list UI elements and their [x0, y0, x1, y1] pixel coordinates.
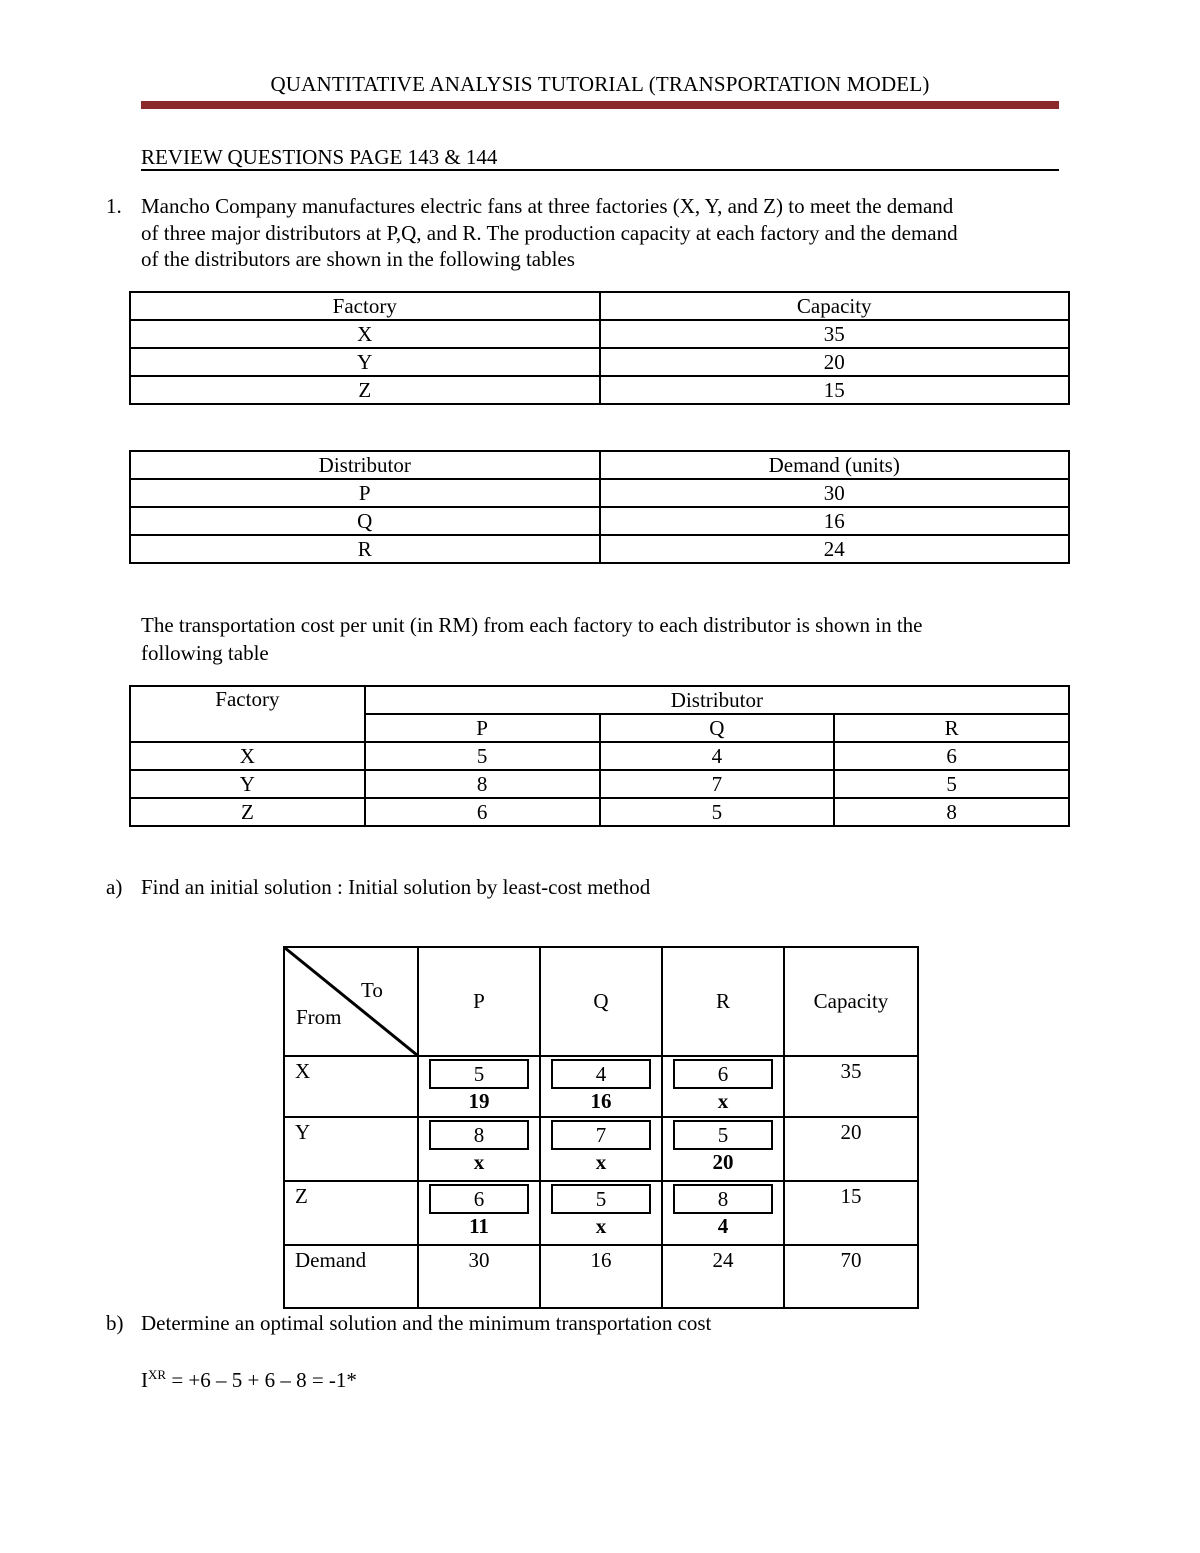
route-cell	[540, 1056, 662, 1117]
route-cell	[540, 1181, 662, 1245]
route-cell	[418, 1117, 540, 1181]
route-cell	[662, 1181, 784, 1245]
question-text	[141, 193, 1071, 273]
table-row	[130, 507, 1069, 535]
cost-box: 5	[673, 1120, 773, 1150]
capacity-cell: 15	[784, 1181, 918, 1245]
table-header-row	[130, 451, 1069, 479]
allocation: 20	[712, 1150, 734, 1174]
question-line: of three major distributors at P,Q, and R. The production capacity at each factory and the demand	[141, 220, 958, 245]
table-cell: 35	[600, 320, 1070, 348]
table-cell: P	[130, 479, 600, 507]
table-row	[130, 798, 1069, 826]
table-cell: 5	[834, 770, 1069, 798]
cost-intro-line: The transportation cost per unit (in RM) from each factory to each distributor is shown in the	[141, 613, 923, 637]
diagonal-line	[285, 948, 417, 1055]
factory-header: Factory	[130, 686, 365, 742]
table-row	[130, 376, 1069, 404]
table-cell: X	[130, 742, 365, 770]
demand-cell: 24	[662, 1245, 784, 1308]
capacity-table	[129, 291, 1070, 405]
title-rule	[141, 101, 1059, 109]
table-header-row	[130, 686, 1069, 714]
demand-table	[129, 450, 1070, 564]
distributor-header: Distributor	[365, 686, 1069, 714]
allocation: 16	[590, 1089, 612, 1113]
table-row	[130, 348, 1069, 376]
table-row	[130, 770, 1069, 798]
review-rule	[141, 169, 1059, 171]
route-cell	[418, 1181, 540, 1245]
column-header: Q	[540, 947, 662, 1056]
part-b-label: b)	[106, 1311, 124, 1335]
allocation: 11	[469, 1214, 489, 1238]
column-header: Factory	[130, 292, 600, 320]
column-header: R	[662, 947, 784, 1056]
table-cell: 16	[600, 507, 1070, 535]
allocation: 4	[717, 1214, 729, 1238]
table-cell: Y	[130, 770, 365, 798]
table-row	[130, 535, 1069, 563]
part-a-text: Find an initial solution : Initial solution by least-cost method	[141, 875, 651, 899]
column-header: R	[834, 714, 1069, 742]
allocation: x	[595, 1214, 607, 1238]
route-cell	[540, 1117, 662, 1181]
allocation: x	[595, 1150, 607, 1174]
table-cell: 4	[600, 742, 835, 770]
cost-box: 6	[673, 1059, 773, 1089]
improvement-index-formula	[141, 1367, 357, 1393]
table-cell: 5	[365, 742, 600, 770]
formula-superscript: XR	[148, 1367, 167, 1382]
capacity-cell: 20	[784, 1117, 918, 1181]
cost-box: 7	[551, 1120, 651, 1150]
table-cell: 5	[600, 798, 835, 826]
column-header: Distributor	[130, 451, 600, 479]
page-title: QUANTITATIVE ANALYSIS TUTORIAL (TRANSPORTATION MODEL)	[270, 72, 930, 96]
question-number: 1.	[106, 194, 122, 218]
allocation: x	[717, 1089, 729, 1113]
part-b-text: Determine an optimal solution and the minimum transportation cost	[141, 1311, 712, 1335]
column-header: Capacity	[600, 292, 1070, 320]
table-cell: 20	[600, 348, 1070, 376]
table-cell: 15	[600, 376, 1070, 404]
review-heading: REVIEW QUESTIONS PAGE 143 & 144	[141, 145, 498, 169]
cost-box: 4	[551, 1059, 651, 1089]
route-cell	[662, 1117, 784, 1181]
cost-intro-line: following table	[141, 640, 269, 665]
demand-label: Demand	[284, 1245, 418, 1308]
table-cell: Z	[130, 376, 600, 404]
cost-box: 8	[673, 1184, 773, 1214]
part-a-label: a)	[106, 875, 123, 899]
question-line: of the distributors are shown in the following tables	[141, 247, 575, 271]
demand-cell: 16	[540, 1245, 662, 1308]
allocation: 19	[468, 1089, 490, 1113]
cost-box: 5	[429, 1059, 529, 1089]
table-cell: 6	[365, 798, 600, 826]
column-header: P	[418, 947, 540, 1056]
table-cell: 7	[600, 770, 835, 798]
allocation: x	[473, 1150, 485, 1174]
cost-table	[129, 685, 1070, 827]
table-row	[130, 320, 1069, 348]
table-cell: Z	[130, 798, 365, 826]
question-line: Mancho Company manufactures electric fans at three factories (X, Y, and Z) to meet the demand	[141, 194, 954, 218]
table-row	[130, 479, 1069, 507]
column-header: Q	[600, 714, 835, 742]
cost-intro	[141, 612, 1071, 666]
tableau-header-row	[284, 947, 918, 1056]
table-row	[130, 742, 1069, 770]
route-cell	[662, 1056, 784, 1117]
capacity-cell: 35	[784, 1056, 918, 1117]
table-cell: X	[130, 320, 600, 348]
to-label: To	[361, 978, 383, 1002]
cost-box: 5	[551, 1184, 651, 1214]
route-cell	[418, 1056, 540, 1117]
table-cell: 24	[600, 535, 1070, 563]
table-cell: Q	[130, 507, 600, 535]
from-label: From	[296, 1005, 342, 1029]
corner-cell	[284, 947, 418, 1056]
tableau-row	[284, 1056, 918, 1117]
table-cell: 30	[600, 479, 1070, 507]
total-cell: 70	[784, 1245, 918, 1308]
column-header: Demand (units)	[600, 451, 1070, 479]
table-cell: Y	[130, 348, 600, 376]
tableau-row	[284, 1117, 918, 1181]
cost-box: 6	[429, 1184, 529, 1214]
table-cell: 8	[834, 798, 1069, 826]
demand-row	[284, 1245, 918, 1308]
row-label: Z	[284, 1181, 418, 1245]
formula-expression: = +6 – 5 + 6 – 8 = -1*	[166, 1368, 357, 1392]
table-cell: 6	[834, 742, 1069, 770]
table-cell: R	[130, 535, 600, 563]
demand-cell: 30	[418, 1245, 540, 1308]
table-cell: 8	[365, 770, 600, 798]
tableau-row	[284, 1181, 918, 1245]
column-header: P	[365, 714, 600, 742]
row-label: X	[284, 1056, 418, 1117]
table-header-row	[130, 292, 1069, 320]
cost-box: 8	[429, 1120, 529, 1150]
capacity-header: Capacity	[784, 947, 918, 1056]
transportation-tableau	[283, 946, 919, 1309]
formula-base: I	[141, 1368, 148, 1392]
row-label: Y	[284, 1117, 418, 1181]
